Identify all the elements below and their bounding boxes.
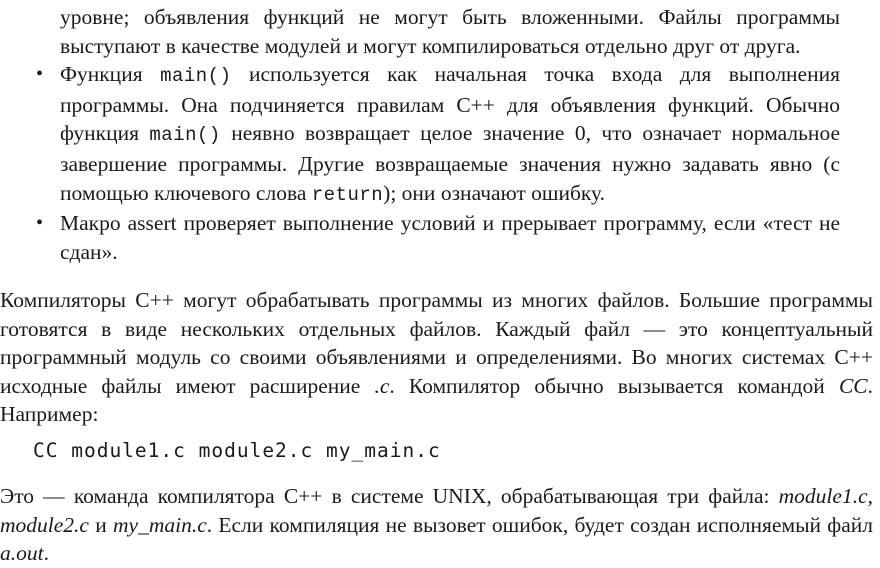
bullet-icon: • [36,212,44,235]
inline-code: return [311,183,384,206]
inline-code: main() [149,124,221,147]
file-extension: .c [374,373,390,398]
inline-code: main() [160,65,232,88]
command-name: CC [838,373,868,398]
list-item-text: уровне; объявления функций не могут быть вложенными. Файлы программы выступают в качестве модулей и могут компилироваться отдельно друг от друга. [60,5,840,58]
file-name: a.out [0,541,44,566]
paragraph-explanation: Это — команда компилятора C++ в системе UNIX, обрабатывающая три файла: module1.c, module2.c и my_main.c. Если компиляция не вызовет ошибок, будет создан исполняемый файл a.out. [0,484,873,566]
file-name: my_main.c [113,512,207,537]
list-item-text: Макро assert проверяет выполнение условий и прерывает программу, если «тест не сдан». [60,211,840,264]
bullet-icon: • [36,63,44,86]
list-item-continued [0,3,840,60]
file-name: module1.c [778,484,868,508]
bullet-list [0,0,880,266]
code-example: CC module1.c module2.c my_main.c [33,439,441,462]
list-item-assert [0,209,840,266]
paragraph-compilers: Компиляторы C++ могут обрабатывать программы из многих файлов. Большие программы готовятся в виде нескольких отдельных файлов. Каждый файл — это концептуальный программный модуль со своими объявлениями и определениями. Во многих системах C++ исходные файлы имеют расширение .c. Компилятор обычно вызывается командой CC. Например: [0,288,873,427]
list-item-main-function: • Функция main() используется как начальная точка входа для выполнения программы. Она подчиняется правилам C++ для объявления функций. Обычно функция main() неявно возвращает целое значение 0, что означает нормальное завершение программы. Другие возвращаемые значения нужно задавать явно (с помощью ключевого слова return); они означают ошибку. [36,62,841,206]
file-name: module2.c [0,512,89,537]
